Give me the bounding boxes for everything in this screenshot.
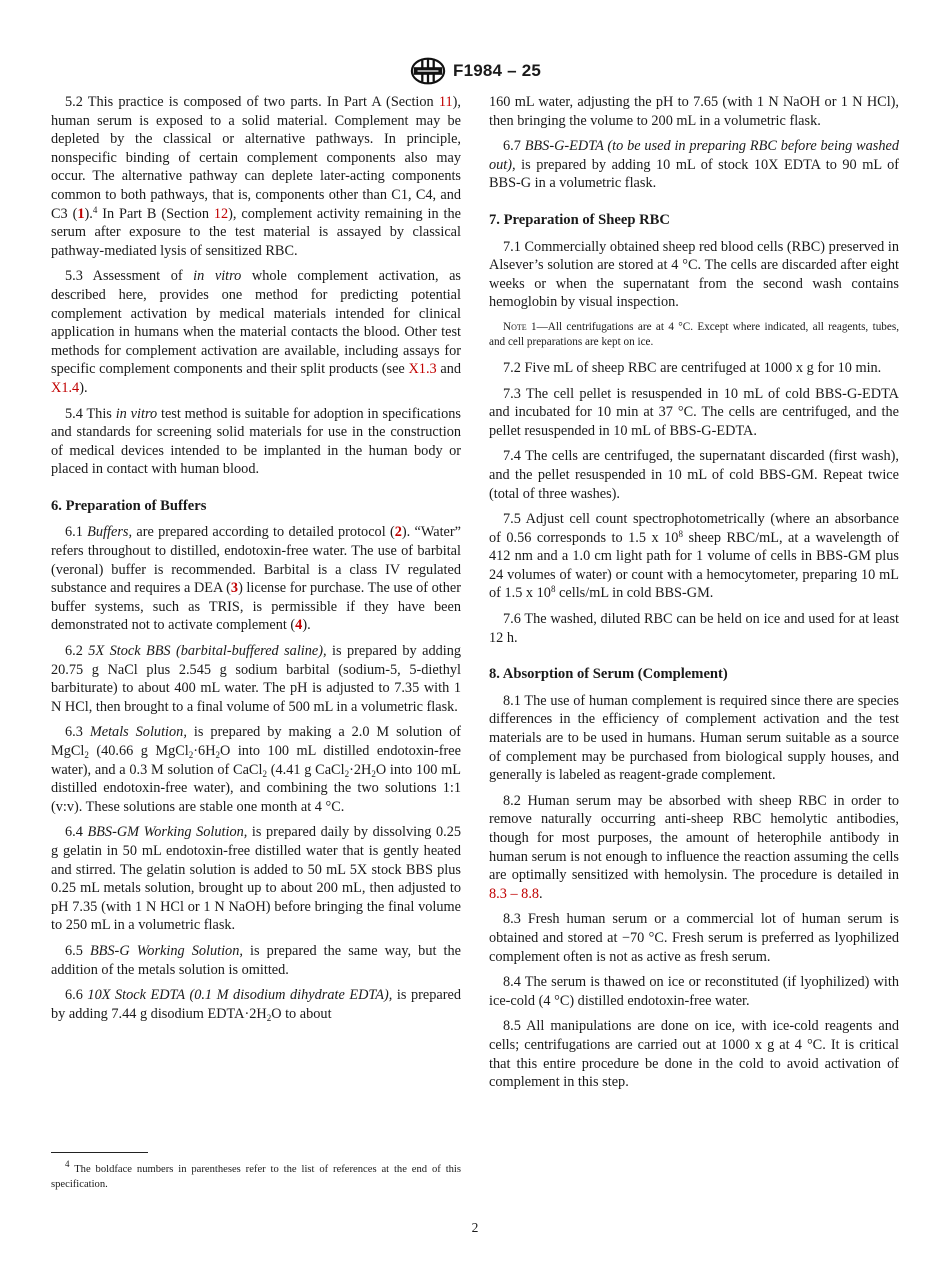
- appendix-link[interactable]: X1.4: [51, 379, 80, 396]
- section-8-5: 8.5 All manipulations are done on ice, with ice-cold reagents and cells; centrifugations are carried out at 1000 x g at 4 °C. It is critical that this entire procedure be done in the cold to avoid activation of complement in this step.: [489, 1018, 899, 1091]
- document-designation: F1984 – 25: [452, 61, 541, 80]
- reference-link[interactable]: 2: [394, 524, 402, 541]
- section-link[interactable]: 11: [438, 94, 453, 110]
- page-number: 2: [471, 1220, 479, 1235]
- reference-link[interactable]: 4: [295, 617, 303, 634]
- footnote-marker: 4: [92, 204, 98, 215]
- section-6-6-continued: 160 mL water, adjusting the pH to 7.65 (with 1 N NaOH or 1 N HCl), then bringing the volume to 200 mL in a volumetric flask.: [489, 94, 899, 129]
- section-5-4: 5.4 This in vitro test method is suitable for adoption in specifications and standards for screening solid materials for use in the construction of medical devices intended to be implanted in the human body or placed in contact with human blood.: [51, 405, 461, 478]
- section-7-heading: 7. Preparation of Sheep RBC: [489, 211, 670, 228]
- left-column: [51, 93, 461, 1030]
- section-5-3: 5.3 Assessment of in vitro whole complement activation, as described here, provides one method for predicting potential complement activation by medical materials intended for clinical application in humans when the material contacts the blood. Other test methods for complement activation are available, including assays for specific complement components and their split products (see X1.3 and X1.4).: [51, 268, 462, 396]
- section-link[interactable]: 12: [213, 205, 229, 222]
- section-5-2: 5.2 This practice is composed of two parts. In Part A (Section 11), human serum is exposed to a solid material. Complement may be depleted by the classical or alternative pathways. In principle, nonspecific binding of certain complement components also may occur. The alternative pathway can deplete later-acting components common to both pathways, that is, components other than C1, C4, and C3 (1).$^4$ In Part B (Section 12), complement activity remaining in the serum after exposure to the test material is assayed by classical pathway-mediated lysis of sensitized RBC.: [51, 94, 461, 259]
- reference-link[interactable]: 3: [230, 580, 239, 597]
- reference-link[interactable]: 1: [77, 205, 85, 222]
- section-7-4: 7.4 The cells are centrifuged, the supernatant discarded (first wash), and the pellet resuspended in 10 mL of cold BBS-GM. Repeat twice (total of three washes).: [489, 448, 899, 502]
- section-8-2: 8.2 Human serum may be absorbed with sheep RBC in order to remove naturally occurring anti-sheep RBC hemolytic antibodies, though for most purposes, the amount of heterophile antibody in human serum is not enough to influence the reaction assuming the cells are optimally sensitized with hemolysin. The procedure is detailed in 8.3 – 8.8.: [489, 792, 899, 902]
- appendix-link[interactable]: X1.3: [408, 361, 437, 378]
- section-8-4: 8.4 The serum is thawed on ice or reconstituted (if lyophilized) with ice-cold (4 °C) distilled endotoxin-free water.: [489, 974, 899, 1009]
- astm-logo-icon: [409, 56, 447, 86]
- section-6-7: 6.7 BBS-G-EDTA (to be used in preparing RBC before being washed out), is prepared by adding 10 mL of stock 10X EDTA to 90 mL of BBS-G in a volumetric flask.: [489, 138, 899, 192]
- section-7-1: 7.1 Commercially obtained sheep red blood cells (RBC) preserved in Alsever’s solution are stored at 4 °C. The cells are discarded after eight weeks or when the supernatant from the second wash contains hemoglobin by visual inspection.: [489, 238, 899, 311]
- footnote: $^4$ The boldface numbers in parentheses refer to the list of references at the end of this specification.: [51, 1159, 461, 1190]
- section-7-6: 7.6 The washed, diluted RBC can be held on ice and used for at least 12 h.: [489, 611, 899, 646]
- section-range-link[interactable]: 8.3 – 8.8: [489, 885, 540, 902]
- section-6-heading: 6. Preparation of Buffers: [51, 497, 207, 514]
- page-header: [0, 56, 950, 91]
- section-6-4: 6.4 BBS-GM Working Solution, is prepared daily by dissolving 0.25 g gelatin in 50 mL endotoxin-free distilled water that is gently heated and stirred. The gelatin solution is added to 50 mL 5X stock BBS plus 0.25 mL metals solution, brought up to about 200 mL, then adjusted to pH 7.35 (with 1 N HCl or 1 N NaOH) before bringing the final volume to 250 mL in a volumetric flask.: [51, 824, 461, 934]
- note-1: Note 1—All centrifugations are at 4 °C. Except where indicated, all reagents, tubes, and cell preparations are kept on ice.: [489, 320, 899, 348]
- section-7-2: 7.2 Five mL of sheep RBC are centrifuged at 1000 x g for 10 min.: [503, 359, 882, 376]
- section-6-1: 6.1 Buffers, are prepared according to detailed protocol (2). “Water” refers throughout to distilled, endotoxin-free water. The use of barbital (veronal) buffer is recommended. Barbital is a class IV regulated substance and requires a DEA (3) license for purchase. The use of other buffer systems, such as TRIS, is permissible if they have been demonstrated not to activate complement (4).: [51, 524, 462, 634]
- section-7-3: 7.3 The cell pellet is resuspended in 10 mL of cold BBS-G-EDTA and incubated for 10 min at 37 °C. The cells are centrifuged, and the pellet resuspended in 10 mL of BBS-G-EDTA.: [489, 385, 899, 439]
- section-6-6: 6.6 10X Stock EDTA (0.1 M disodium dihydrate EDTA), is prepared by adding 7.44 g disodium $EDTA\cdot 2H_2O$ to about: [51, 987, 461, 1023]
- footnote-divider: [51, 1152, 148, 1153]
- section-7-5: 7.5 Adjust cell count spectrophotometrically (where an absorbance of 0.56 corresponds to 1.5 x $10^8$ sheep RBC/mL, at a wavelength of 412 nm and a 1.0 cm light path for 1 volume of cells in BBS-GM plus 24 volumes of water) or count with a hemocytometer, preparing 10 mL of 1.5 x $10^8$ cells/mL in cold BBS-GM.: [489, 511, 899, 602]
- section-6-3: 6.3 Metals Solution, is prepared by making a 2.0 M solution of MgCl$_2$ (40.66 g $MgCl_2\cdot 6H_2O$ into 100 mL distilled endotoxin-free water), and a 0.3 M solution of CaCl$_2$ (4.41 g $CaCl_2\cdot 2H_2O$ into 100 mL distilled endotoxin-free water), and combining the two solutions 1:1 (v:v). These solutions are stable one month at 4 °C.: [51, 724, 461, 815]
- right-column: [489, 93, 899, 1099]
- section-6-5: 6.5 BBS-G Working Solution, is prepared the same way, but the addition of the metals solution is omitted.: [51, 942, 461, 978]
- section-8-1: 8.1 The use of human complement is required since there are species differences in the efficiency of complement activation and the test materials are to be used in humans. Human serum suitable as a source of complement may be purchased from biological supply houses, and generally is labeled as reagent-grade complement.: [489, 692, 899, 784]
- section-8-heading: 8. Absorption of Serum (Complement): [489, 666, 728, 683]
- section-8-3: 8.3 Fresh human serum or a commercial lot of human serum is obtained and stored at −70 °C. Fresh serum is preferred as lyophilized complement often is not as active as fresh serum.: [489, 911, 899, 965]
- section-6-2: 6.2 5X Stock BBS (barbital-buffered saline), is prepared by adding 20.75 g NaCl plus 2.545 g sodium barbital (sodium-5, 5-diethyl barbiturate) to about 400 mL water. The pH is adjusted to 7.35 with 1 N HCl, then brought to a final volume of 500 mL in a volumetric flask.: [51, 643, 462, 715]
